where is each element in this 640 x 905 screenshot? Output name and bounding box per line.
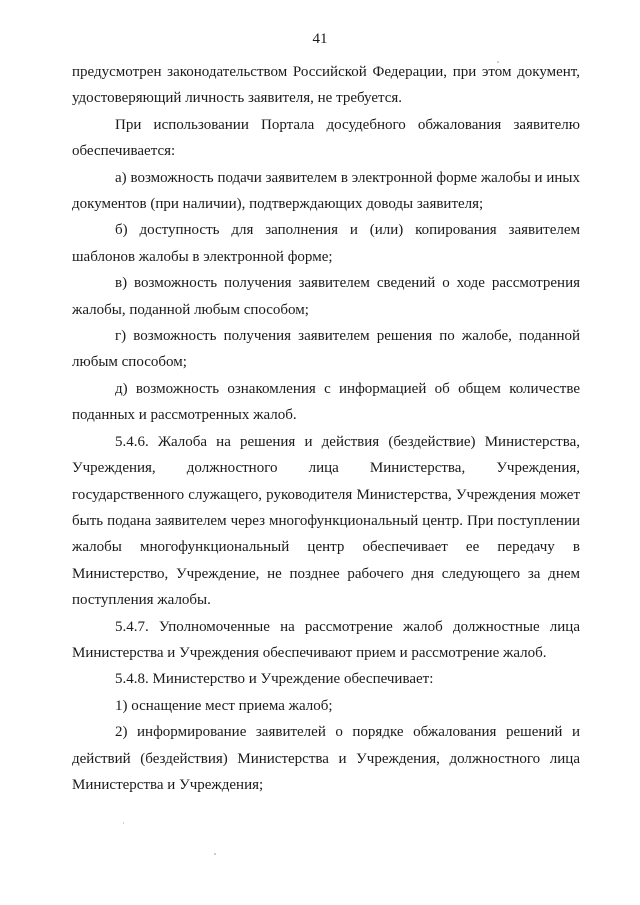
list-item-d: д) возможность ознакомления с информацией об общем количестве поданных и рассмотренных жалоб. <box>72 380 580 424</box>
list-item-b: б) доступность для заполнения и (или) копирования заявителем шаблонов жалобы в электронной форме; <box>72 222 580 265</box>
scan-speck <box>497 61 499 63</box>
scan-speck <box>214 853 216 855</box>
list-item-v: в) возможность получения заявителем сведений о ходе рассмотрения жалобы, поданной любым способом; <box>72 275 580 318</box>
paragraph-continuation: предусмотрен законодательством Российской Федерации, при этом документ, удостоверяющий личность заявителя, не требуется. <box>72 64 580 107</box>
section-5-4-6: 5.4.6. Жалоба на решения и действия (бездействие) Министерства, Учреждения, должностного лица Министерства, Учреждения, государственного служащего, руководителя Министерства, Учреждения может быть подана заявителем через многофункциональный центр. При поступлении жалобы многофункциональный центр обеспечивает ее передачу в Министерство, Учреждение, не позднее рабочего дня следующего за днем поступления жалобы. <box>72 433 580 609</box>
document-body <box>72 59 580 798</box>
list-item-a: а) возможность подачи заявителем в электронной форме жалобы и иных документов (при наличии), подтверждающих доводы заявителя; <box>72 169 580 213</box>
list-item-2: 2) информирование заявителей о порядке обжалования решений и действий (бездействия) Министерства и Учреждения, должностного лица Министерства и Учреждения; <box>72 724 580 793</box>
list-item-1: 1) оснащение мест приема жалоб; <box>115 697 333 714</box>
scan-speck <box>123 822 124 824</box>
section-5-4-7: 5.4.7. Уполномоченные на рассмотрение жалоб должностные лица Министерства и Учреждения обеспечивают прием и рассмотрение жалоб. <box>72 618 580 661</box>
list-item-g: г) возможность получения заявителем решения по жалобе, поданной любым способом; <box>72 328 580 371</box>
paragraph-portal-intro: При использовании Портала досудебного обжалования заявителю обеспечивается: <box>72 116 580 160</box>
page-number: 41 <box>312 31 328 47</box>
section-5-4-8: 5.4.8. Министерство и Учреждение обеспечивает: <box>115 671 434 688</box>
